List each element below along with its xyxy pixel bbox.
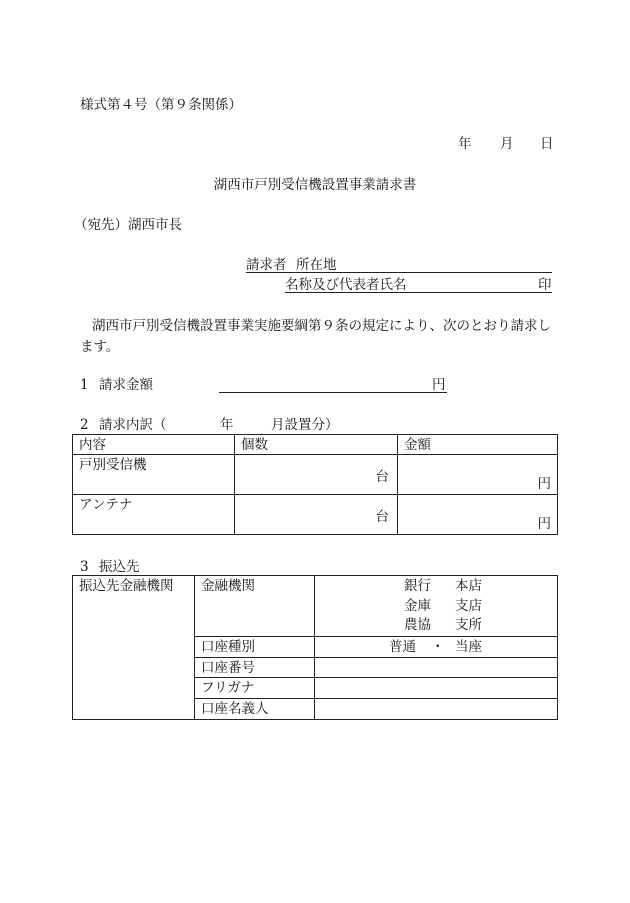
account-number-label-cell: 口座番号 [195, 658, 315, 678]
bank-type: 銀行 [404, 578, 431, 594]
body-text-line1: 湖西市戸別受信機設置事業実施要綱第９条の規定により、次のとおり請求し [92, 318, 551, 334]
account-type-ordinary[interactable]: 普通 [389, 639, 416, 655]
shinkin-type: 金庫 [404, 597, 431, 614]
nokyo-type: 農協 [404, 617, 431, 633]
account-type-separator: ・ [431, 639, 445, 655]
section2-label: 請求内訳（ [99, 417, 167, 433]
header-count: 個数 [235, 435, 398, 455]
date-year-label: 年 [458, 136, 472, 152]
table-row [73, 495, 558, 535]
row-item-receiver: 戸別受信機 [73, 455, 235, 495]
table-row [73, 455, 558, 495]
section1-unit: 円 [432, 377, 446, 393]
branch-office: 支店 [455, 597, 482, 614]
row-item-antenna: アンテナ [73, 495, 235, 535]
row-count-cell[interactable] [235, 495, 398, 535]
breakdown-table [72, 434, 558, 535]
header-amount: 金額 [398, 435, 558, 455]
section2-number: 2 [80, 417, 89, 433]
section1-number: 1 [80, 377, 89, 393]
row-amount-cell[interactable] [398, 495, 558, 535]
amount-unit: 円 [537, 476, 551, 492]
section1-amount-line [219, 392, 447, 393]
account-number-cell[interactable] [315, 658, 558, 678]
furigana-label-cell: フリガナ [195, 678, 315, 699]
head-office: 本店 [455, 578, 482, 594]
claimant-label: 請求者 [246, 257, 287, 273]
row-count-cell[interactable] [235, 455, 398, 495]
count-unit: 台 [375, 469, 389, 485]
date-day-label: 日 [540, 136, 554, 152]
seal-mark: 印 [538, 277, 552, 293]
section3-label: 振込先 [99, 559, 140, 575]
bank-table [72, 575, 558, 720]
row-amount-cell[interactable] [398, 455, 558, 495]
section2-year: 年 [220, 417, 234, 433]
account-type-label-cell: 口座種別 [195, 637, 315, 658]
account-type-current[interactable]: 当座 [455, 639, 482, 655]
account-type-cell[interactable] [315, 637, 558, 658]
form-number: 様式第４号（第９条関係） [80, 97, 242, 113]
claimant-name-line [285, 292, 552, 293]
account-holder-label-cell: 口座名義人 [195, 699, 315, 720]
claimant-address-label: 所在地 [296, 257, 337, 273]
section3-number: 3 [80, 559, 89, 575]
sub-branch: 支所 [455, 617, 482, 633]
claimant-address-line [246, 272, 552, 273]
page-title: 湖西市戸別受信機設置事業請求書 [213, 177, 417, 193]
section1-label: 請求金額 [99, 377, 153, 393]
amount-unit: 円 [537, 516, 551, 532]
body-text-line2: ます。 [80, 339, 120, 355]
addressee: （宛先）湖西市長 [74, 217, 182, 233]
furigana-cell[interactable] [315, 678, 558, 699]
section2-month-suffix: 月設置分） [271, 417, 339, 433]
institution-cell[interactable] [315, 576, 558, 637]
claimant-name-label: 名称及び代表者氏名 [285, 277, 407, 293]
institution-label-cell: 金融機関 [195, 576, 315, 637]
count-unit: 台 [375, 509, 389, 525]
bank-header-cell: 振込先金融機関 [73, 576, 195, 720]
account-holder-cell[interactable] [315, 699, 558, 720]
date-month-label: 月 [500, 136, 514, 152]
breakdown-header-row [73, 435, 558, 455]
header-content: 内容 [73, 435, 235, 455]
